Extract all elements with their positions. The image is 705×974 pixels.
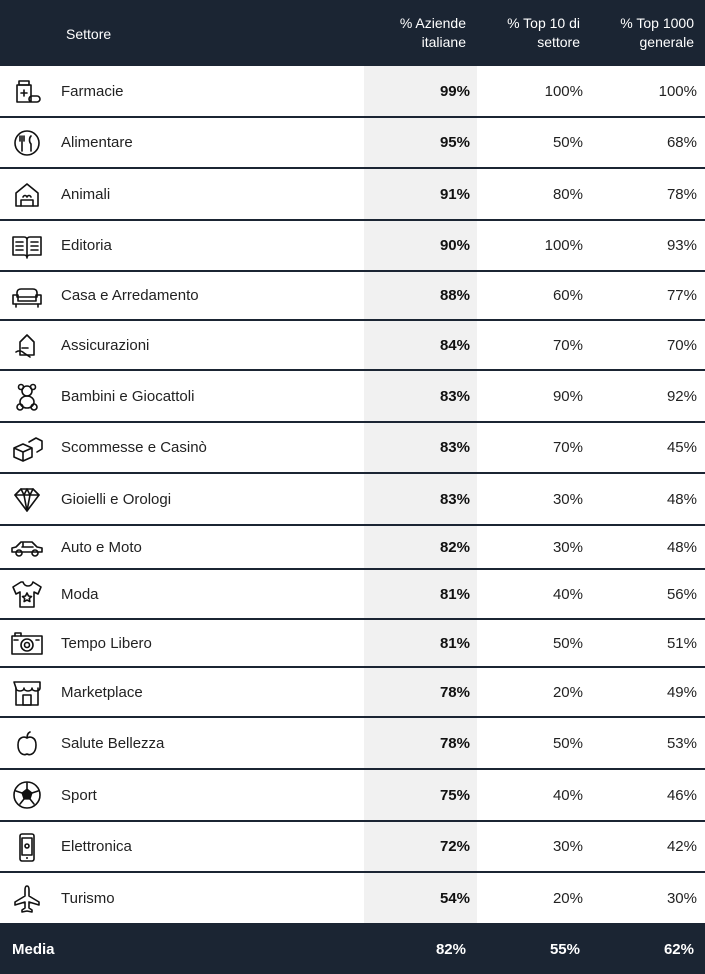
sector-name: Marketplace <box>61 683 143 701</box>
top1000-generale-value: 56% <box>666 585 697 603</box>
top1000-generale-value: 30% <box>666 889 697 907</box>
table-row <box>0 371 705 423</box>
top1000-generale-value: 53% <box>666 734 697 752</box>
top10-settore-value: 40% <box>552 786 583 804</box>
sector-name: Sport <box>61 786 97 804</box>
aziende-italiane-value: 90% <box>439 237 470 254</box>
top1000-generale-value: 92% <box>666 387 697 405</box>
top10-settore-value: 80% <box>552 185 583 203</box>
top1000-generale-value: 42% <box>666 838 697 855</box>
sector-name: Turismo <box>61 889 115 907</box>
top10-settore-value: 60% <box>552 287 583 304</box>
car-icon <box>10 532 44 562</box>
sector-name: Alimentare <box>61 134 133 151</box>
aziende-italiane-value: 54% <box>439 889 470 907</box>
aziende-italiane-value: 81% <box>439 585 470 603</box>
pharmacy-icon <box>10 76 44 106</box>
header-aziende-italiane: % Aziende italiane <box>399 15 466 50</box>
sector-name: Farmacie <box>61 82 124 100</box>
pet-house-icon <box>10 179 44 209</box>
dice-icon <box>10 433 44 463</box>
table-row <box>0 66 705 118</box>
footer-top10: 55% <box>549 941 580 958</box>
table-body <box>0 66 705 925</box>
top10-settore-value: 70% <box>552 336 583 354</box>
top10-settore-value: 30% <box>552 490 583 508</box>
header-settore: Settore <box>66 26 112 42</box>
top1000-generale-value: 70% <box>666 336 697 354</box>
tshirt-icon <box>10 579 44 609</box>
sector-name: Elettronica <box>61 838 132 855</box>
top10-settore-value: 30% <box>552 838 583 855</box>
table-row <box>0 321 705 371</box>
aziende-italiane-value: 82% <box>439 538 470 556</box>
table-row <box>0 118 705 169</box>
top10-settore-value: 50% <box>552 634 583 652</box>
teddy-bear-icon <box>10 381 44 411</box>
aziende-italiane-value: 83% <box>439 387 470 405</box>
table-row <box>0 873 705 925</box>
aziende-italiane-value: 78% <box>439 734 470 752</box>
aziende-italiane-value: 84% <box>439 336 470 354</box>
sector-name: Tempo Libero <box>61 634 152 652</box>
book-icon <box>10 231 44 261</box>
top1000-generale-value: 48% <box>666 490 697 508</box>
table-row <box>0 770 705 822</box>
table-row <box>0 718 705 770</box>
sector-name: Casa e Arredamento <box>61 287 199 304</box>
top10-settore-value: 70% <box>552 439 583 456</box>
top10-settore-value: 50% <box>552 134 583 151</box>
top10-settore-value: 20% <box>552 683 583 701</box>
sector-name: Gioielli e Orologi <box>61 490 172 508</box>
aziende-italiane-value: 81% <box>439 634 470 652</box>
header-top1000-generale: % Top 1000 generale <box>620 15 694 50</box>
camera-icon <box>10 628 44 658</box>
top1000-generale-value: 45% <box>666 439 697 456</box>
top10-settore-value: 20% <box>552 889 583 907</box>
footer-aziende: 82% <box>435 941 466 958</box>
top1000-generale-value: 100% <box>658 82 697 100</box>
top1000-generale-value: 46% <box>666 786 697 804</box>
table-row <box>0 668 705 718</box>
smartphone-icon <box>10 832 44 862</box>
diamond-icon <box>10 484 44 514</box>
top1000-generale-value: 48% <box>666 538 697 556</box>
top10-settore-value: 30% <box>552 538 583 556</box>
sector-name: Auto e Moto <box>61 538 142 556</box>
soccer-ball-icon <box>10 780 44 810</box>
table-row <box>0 272 705 321</box>
table-footer-media <box>0 925 705 974</box>
top10-settore-value: 50% <box>552 734 583 752</box>
food-icon <box>10 128 44 158</box>
sector-name: Scommesse e Casinò <box>61 439 207 456</box>
table-row <box>0 526 705 570</box>
table-row <box>0 221 705 272</box>
top1000-generale-value: 78% <box>666 185 697 203</box>
top1000-generale-value: 51% <box>666 634 697 652</box>
table-row <box>0 423 705 474</box>
top10-settore-value: 100% <box>544 237 583 254</box>
apple-icon <box>10 728 44 758</box>
footer-label: Media <box>12 941 55 958</box>
table-row <box>0 822 705 873</box>
table-row <box>0 169 705 221</box>
sector-name: Assicurazioni <box>61 336 150 354</box>
top1000-generale-value: 49% <box>666 683 697 701</box>
aziende-italiane-value: 83% <box>439 439 470 456</box>
sector-name: Bambini e Giocattoli <box>61 387 195 405</box>
aziende-italiane-value: 95% <box>439 134 470 151</box>
top10-settore-value: 100% <box>544 82 583 100</box>
sector-name: Animali <box>61 185 111 203</box>
aziende-italiane-value: 88% <box>439 287 470 304</box>
top10-settore-value: 40% <box>552 585 583 603</box>
aziende-italiane-value: 99% <box>439 82 470 100</box>
table-row <box>0 570 705 620</box>
insurance-icon <box>10 330 44 360</box>
top1000-generale-value: 93% <box>666 237 697 254</box>
sector-name: Moda <box>61 585 99 603</box>
sector-name: Salute Bellezza <box>61 734 165 752</box>
top10-settore-value: 90% <box>552 387 583 405</box>
sector-name: Editoria <box>61 237 112 254</box>
aziende-italiane-value: 91% <box>439 185 470 203</box>
top1000-generale-value: 77% <box>666 287 697 304</box>
sofa-icon <box>10 281 44 311</box>
aziende-italiane-value: 78% <box>439 683 470 701</box>
shop-icon <box>10 677 44 707</box>
table-row <box>0 474 705 526</box>
footer-top1000: 62% <box>663 941 694 958</box>
header-top10-settore: % Top 10 di settore <box>507 15 580 50</box>
aziende-italiane-value: 83% <box>439 490 470 508</box>
aziende-italiane-value: 75% <box>439 786 470 804</box>
aziende-italiane-value: 72% <box>439 838 470 855</box>
table-row <box>0 620 705 668</box>
top1000-generale-value: 68% <box>666 134 697 151</box>
airplane-icon <box>10 883 44 913</box>
table-header <box>0 0 705 66</box>
